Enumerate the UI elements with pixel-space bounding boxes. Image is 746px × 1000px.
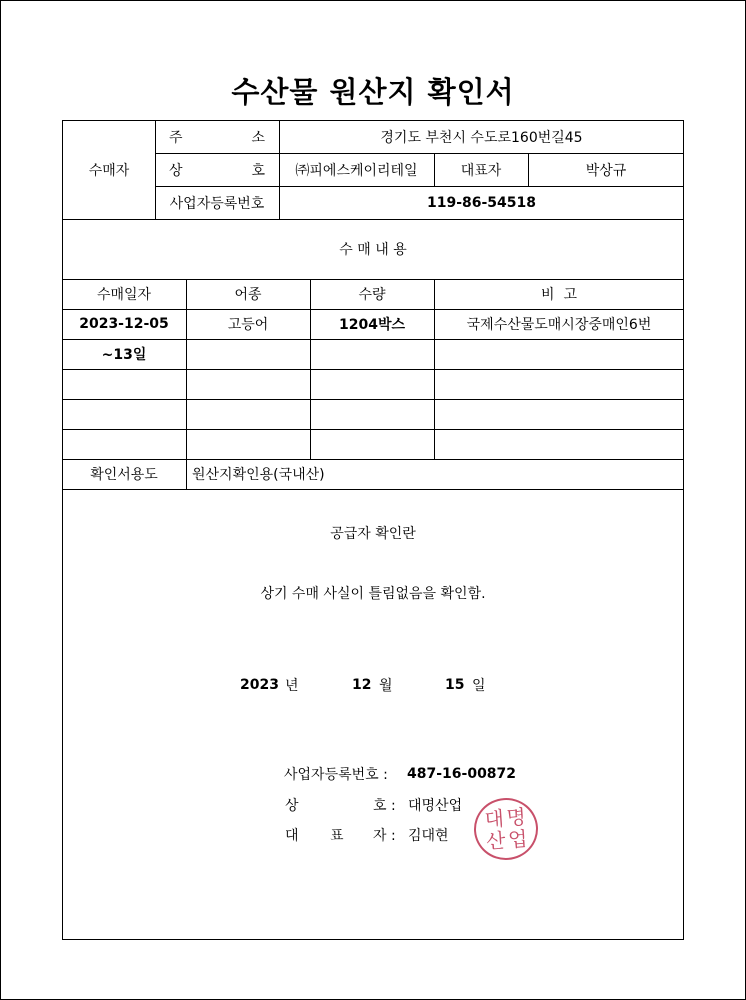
buyer-address: 경기도 부천시 수도로160번길45 <box>380 129 583 146</box>
company-label-1: 상 <box>169 162 183 179</box>
cell-quantity: 1204박스 <box>338 317 405 333</box>
supplier-rep-label-2: 표 <box>330 828 344 844</box>
buyer-company-name: ㈜피에스케이리테일 <box>295 162 418 179</box>
date-month: 12 <box>352 677 372 693</box>
usage-value: 원산지확인용(국내산) <box>192 467 325 483</box>
cell-remarks <box>434 399 684 429</box>
cell-species: 고등어 <box>227 317 269 333</box>
cell-purchase-date: 2023-12-05 <box>79 316 169 332</box>
date-year-unit: 년 <box>285 678 299 694</box>
supplier-company-label-1: 상 <box>285 798 299 814</box>
supplier-rep-name: 김대현 <box>408 828 449 844</box>
address-label-2: 소 <box>251 129 265 146</box>
date-day: 15 <box>445 677 465 693</box>
cell-remarks <box>434 339 684 369</box>
cell-species <box>186 429 310 459</box>
cell-remarks: 국제수산물도매시장중매인6번 <box>466 317 652 333</box>
cell-species <box>186 339 310 369</box>
usage-label: 확인서용도 <box>90 467 158 483</box>
date-year: 2023 <box>240 677 279 693</box>
buyer-regno: 119-86-54518 <box>426 194 537 211</box>
cell-purchase-date <box>62 399 186 429</box>
cell-species <box>186 369 310 399</box>
supplier-company-name: 대명산업 <box>408 798 463 814</box>
cell-quantity <box>310 369 434 399</box>
cell-purchase-date <box>62 429 186 459</box>
cell-species <box>186 399 310 429</box>
buyer-regno-label: 사업자등록번호 <box>169 195 265 212</box>
company-label <box>155 153 279 186</box>
supplier-company-label-2: 호 : <box>373 798 396 814</box>
stamp-char: 대 <box>483 806 505 832</box>
purchase-section-title: 수 매 내 용 <box>339 242 407 258</box>
buyer-section-label: 수매자 <box>88 163 130 179</box>
company-label-2: 호 <box>251 162 265 179</box>
cell-purchase-date <box>62 369 186 399</box>
cell-remarks <box>434 429 684 459</box>
cell-quantity <box>310 429 434 459</box>
cell-purchase-date: ~13일 <box>101 347 147 363</box>
buyer-rep-name: 박상규 <box>585 162 627 179</box>
supplier-rep-label-1: 대 <box>285 828 299 844</box>
cell-quantity <box>310 339 434 369</box>
supplier-rep-label-3: 자 : <box>373 828 396 844</box>
supplier-section-title: 공급자 확인란 <box>330 526 416 542</box>
header-purchase-date: 수매일자 <box>96 287 152 303</box>
header-species: 어종 <box>234 287 262 303</box>
header-remarks: 비 고 <box>541 287 577 303</box>
date-month-unit: 월 <box>379 678 393 694</box>
date-day-unit: 일 <box>472 678 486 694</box>
stamp-char: 산 <box>485 828 507 854</box>
cell-quantity <box>310 399 434 429</box>
supplier-regno: 487-16-00872 <box>407 766 517 782</box>
stamp-char: 명 <box>505 804 527 830</box>
document-title: 수산물 원산지 확인서 <box>231 75 515 109</box>
supplier-regno-label: 사업자등록번호 : <box>284 767 388 783</box>
buyer-rep-label: 대표자 <box>460 162 502 179</box>
confirmation-statement: 상기 수매 사실이 틀림없음을 확인함. <box>260 586 486 602</box>
cell-remarks <box>434 369 684 399</box>
header-quantity: 수량 <box>358 287 386 303</box>
address-label <box>155 120 279 153</box>
stamp-char: 업 <box>507 826 529 852</box>
address-label-1: 주 <box>169 129 183 146</box>
